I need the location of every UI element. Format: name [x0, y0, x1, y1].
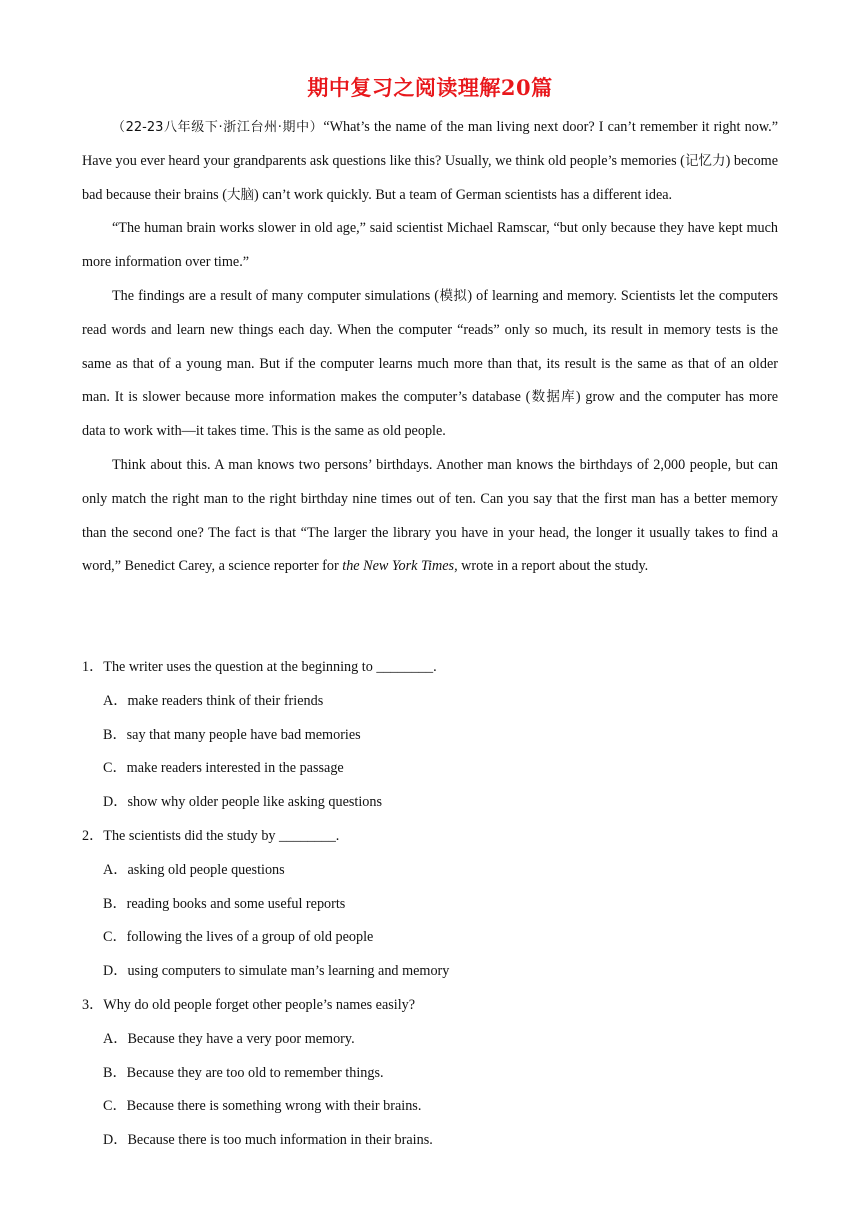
option-letter: C．: [103, 1098, 127, 1115]
passage-paragraph-2: “The human brain works slower in old age,” said scientist Michael Ramscar, “but only because they have kept much more information over time.”: [82, 220, 778, 271]
paragraph-text: Think about this. A man knows two persons’ birthdays. Another man knows the birthdays of 2,000 people, but can only match the right man to the right birthday nine times out of ten. Can you say that the first man has a better memory than the second one? The fact is that “The larger the library you have in your head, the longer it usually takes to find a word,” Benedict Carey, a science reporter for: [82, 456, 778, 575]
paragraph-text: ) become bad because their brains (: [82, 152, 779, 203]
option-text: make readers interested in the passage: [126, 760, 344, 777]
question-number: 1．: [82, 659, 104, 675]
paragraph-text: “What’s the name of the man living next door? I can’t remember it right now.” Have you ever heard your grandparents ask questions like this? Usually, we think old people’s memories (: [82, 119, 778, 169]
option-text: say that many people have bad memories: [126, 726, 361, 743]
question-stem: The scientists did the study by ________.: [103, 827, 340, 844]
option-text: Because they are too old to remember things.: [126, 1064, 384, 1081]
option-text: Because they have a very poor memory.: [127, 1030, 355, 1047]
option-letter: B．: [103, 726, 127, 743]
question-2-option-c[interactable]: [82, 921, 778, 955]
paragraph-text: The findings are a result of many computer simulations (: [112, 287, 439, 304]
gloss: 大脑: [226, 186, 254, 203]
question-3-option-a[interactable]: [82, 1023, 778, 1057]
gloss: 模拟: [438, 287, 468, 304]
question-stem: The writer uses the question at the beginning to ________.: [103, 659, 437, 675]
passage-paragraph-4: [82, 449, 778, 584]
option-letter: D．: [103, 1132, 128, 1149]
question-1-option-a[interactable]: [82, 685, 778, 719]
question-block: [82, 651, 778, 1158]
question-2: [82, 820, 778, 854]
question-2-option-a[interactable]: [82, 854, 778, 888]
source-tag: （22-23八年级下·浙江台州·期中）: [112, 120, 324, 135]
option-letter: A．: [103, 692, 128, 709]
option-text: Because there is too much information in their brains.: [127, 1132, 433, 1149]
question-1-option-b[interactable]: [82, 719, 778, 753]
paragraph-text: ) can’t work quickly. But a team of German scientists has a different idea.: [253, 186, 673, 203]
gloss: 记忆力: [684, 152, 726, 169]
newspaper-name: the New York Times: [342, 558, 455, 575]
option-text: asking old people questions: [127, 861, 285, 878]
question-1-option-c[interactable]: [82, 752, 778, 786]
question-1: [82, 651, 778, 685]
question-3-option-c[interactable]: [82, 1090, 778, 1124]
question-stem: Why do old people forget other people’s names easily?: [103, 996, 416, 1013]
option-text: following the lives of a group of old people: [126, 929, 374, 946]
option-letter: A．: [103, 861, 128, 878]
question-3: [82, 989, 778, 1023]
option-letter: A．: [103, 1030, 128, 1047]
paragraph-text: , wrote in a report about the study.: [454, 558, 649, 575]
option-letter: C．: [103, 760, 127, 777]
passage-paragraph-3: [82, 280, 778, 449]
page-title: 期中复习之阅读理解20篇: [307, 75, 553, 100]
option-text: show why older people like asking questions: [127, 794, 382, 811]
passage-paragraph-1: [82, 111, 778, 212]
option-text: make readers think of their friends: [127, 692, 324, 709]
option-letter: D．: [103, 963, 128, 980]
question-1-option-d[interactable]: [82, 786, 778, 820]
option-letter: C．: [103, 929, 127, 946]
paragraph-text: ) of learning and memory. Scientists let the computers read words and learn new things each day. When the computer “reads” only so much, its result in memory tests is the same as that of a young man. But if the computer learns much more than that, its result is the same as that of an older man. It is slower because more information makes the computer’s database (: [82, 287, 779, 406]
question-2-option-d[interactable]: [82, 955, 778, 989]
question-3-option-d[interactable]: [82, 1124, 778, 1158]
option-text: reading books and some useful reports: [126, 895, 346, 912]
option-letter: B．: [103, 1064, 127, 1081]
question-3-option-b[interactable]: [82, 1057, 778, 1091]
question-number: 2．: [82, 827, 104, 844]
option-text: using computers to simulate man’s learning and memory: [127, 963, 450, 980]
passage: [82, 111, 778, 584]
paragraph-text: ) grow and the computer has more data to work with—it takes time. This is the same as old people.: [82, 389, 779, 440]
question-number: 3．: [82, 996, 104, 1013]
question-2-option-b[interactable]: [82, 888, 778, 922]
option-letter: B．: [103, 895, 127, 912]
gloss: 数据库: [530, 389, 576, 406]
option-text: Because there is something wrong with their brains.: [126, 1098, 422, 1115]
option-letter: D．: [103, 794, 128, 811]
